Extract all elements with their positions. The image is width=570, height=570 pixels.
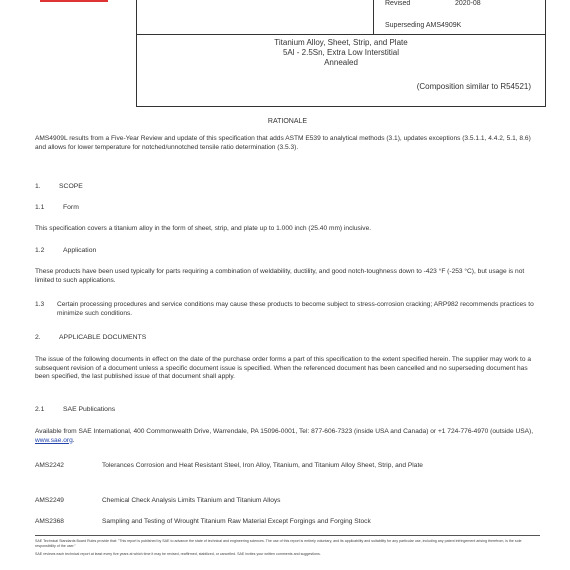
paragraph-1-3-text: Certain processing procedures and service conditions may cause these products to become subject to stress-corrosion cracking; ARP982 recommends practices to minimize such conditions.	[57, 301, 534, 317]
sae-website-link[interactable]: www.sae.org	[35, 436, 73, 444]
paragraph-1-3-number: 1.3	[35, 301, 45, 308]
revised-date: 2020-08	[455, 0, 481, 7]
applicable-number: 2.	[35, 334, 41, 341]
reference-row	[35, 518, 540, 528]
scope-title: SCOPE	[59, 183, 83, 190]
revised-label: Revised	[385, 0, 411, 7]
header-divider-horizontal	[137, 34, 545, 35]
title-line-3: Annealed	[324, 58, 358, 67]
title-line-1: Titanium Alloy, Sheet, Strip, and Plate	[274, 38, 408, 47]
sae-address: Available from SAE International, 400 Commonwealth Drive, Warrendale, PA 15096-0001, Tel: 877-606-7323 (inside USA and Canada) or +1 724-776-4970 (outside USA),	[35, 428, 534, 435]
form-text: This specification covers a titanium alloy in the form of sheet, strip, and plate up to 1.000 inch (25.40 mm) inclusive.	[35, 225, 372, 232]
reference-description: Tolerances Corrosion and Heat Resistant Steel, Iron Alloy, Titanium, and Titanium Alloy Sheet, Strip, and Plate	[102, 462, 423, 469]
title-line-2: 5Al - 2.5Sn, Extra Low Interstitial	[282, 48, 400, 57]
sae-publications-text	[35, 428, 540, 445]
form-title: Form	[63, 204, 79, 211]
composition-note: (Composition similar to R54521)	[416, 82, 531, 91]
scope-heading	[35, 183, 83, 190]
reference-row	[35, 462, 540, 480]
form-heading	[35, 204, 79, 211]
application-heading	[35, 247, 96, 254]
reference-row	[35, 497, 540, 507]
sae-publications-title: SAE Publications	[63, 406, 116, 413]
footer-divider	[35, 535, 540, 536]
applicable-title: APPLICABLE DOCUMENTS	[59, 334, 147, 341]
application-title: Application	[63, 247, 97, 254]
form-number: 1.1	[35, 204, 45, 211]
footer-review-note: SAE reviews each technical report at least every five years at which time it may be revised, reaffirmed, stabilized, or cancelled. SAE invites your written comments and suggestions.	[35, 552, 321, 556]
reference-code: AMS2368	[35, 518, 64, 525]
document-title	[137, 38, 545, 68]
sae-publications-number: 2.1	[35, 406, 45, 413]
reference-description: Sampling and Testing of Wrought Titanium Raw Material Except Forgings and Forging Stock	[102, 518, 371, 525]
applicable-text: The issue of the following documents in effect on the date of the purchase order forms a part of this specification to the extent specified herein. The supplier may work to a subsequent revision of a document unless a specific document issue is specified. When the referenced document has been cancelled and no superseding document has been specified, the last published issue of that document shall apply.	[35, 356, 532, 381]
sae-end: .	[72, 436, 75, 444]
scope-number: 1.	[35, 183, 41, 190]
reference-code: AMS2249	[35, 497, 64, 504]
sae-publications-heading	[35, 406, 115, 413]
header-box	[136, 0, 546, 107]
application-text: These products have been used typically for parts requiring a combination of weldability, ductility, and good notch-toughness down to -423 °F (-253 °C), but usage is not limited to such applications.	[35, 268, 525, 284]
reference-code: AMS2242	[35, 462, 64, 469]
applicable-heading	[35, 334, 146, 341]
footer-disclaimer: SAE Technical Standards Board Rules provide that: "This report is published by SAE to advance the state of technical and engineering sciences. The use of this report is entirely voluntary, and its applicability and suitability for any particular use, including any patent infringement arising therefrom, is the sole responsibility of the user."	[35, 539, 522, 548]
brand-bar	[40, 0, 108, 2]
superseding-text: Superseding AMS4909K	[385, 22, 462, 29]
rationale-heading: RATIONALE	[267, 118, 308, 125]
application-number: 1.2	[35, 247, 45, 254]
reference-description: Chemical Check Analysis Limits Titanium and Titanium Alloys	[102, 497, 281, 504]
header-divider-vertical	[373, 0, 374, 34]
rationale-text: AMS4909L results from a Five-Year Review and update of this specification that adds ASTM E539 to analytical methods (3.1), updates exceptions (3.5.1.1, 4.4.2, 5.1, 8.6) and allows for lower temperature for notched/unnotched tensile ratio determination (3.5.3).	[35, 135, 531, 151]
